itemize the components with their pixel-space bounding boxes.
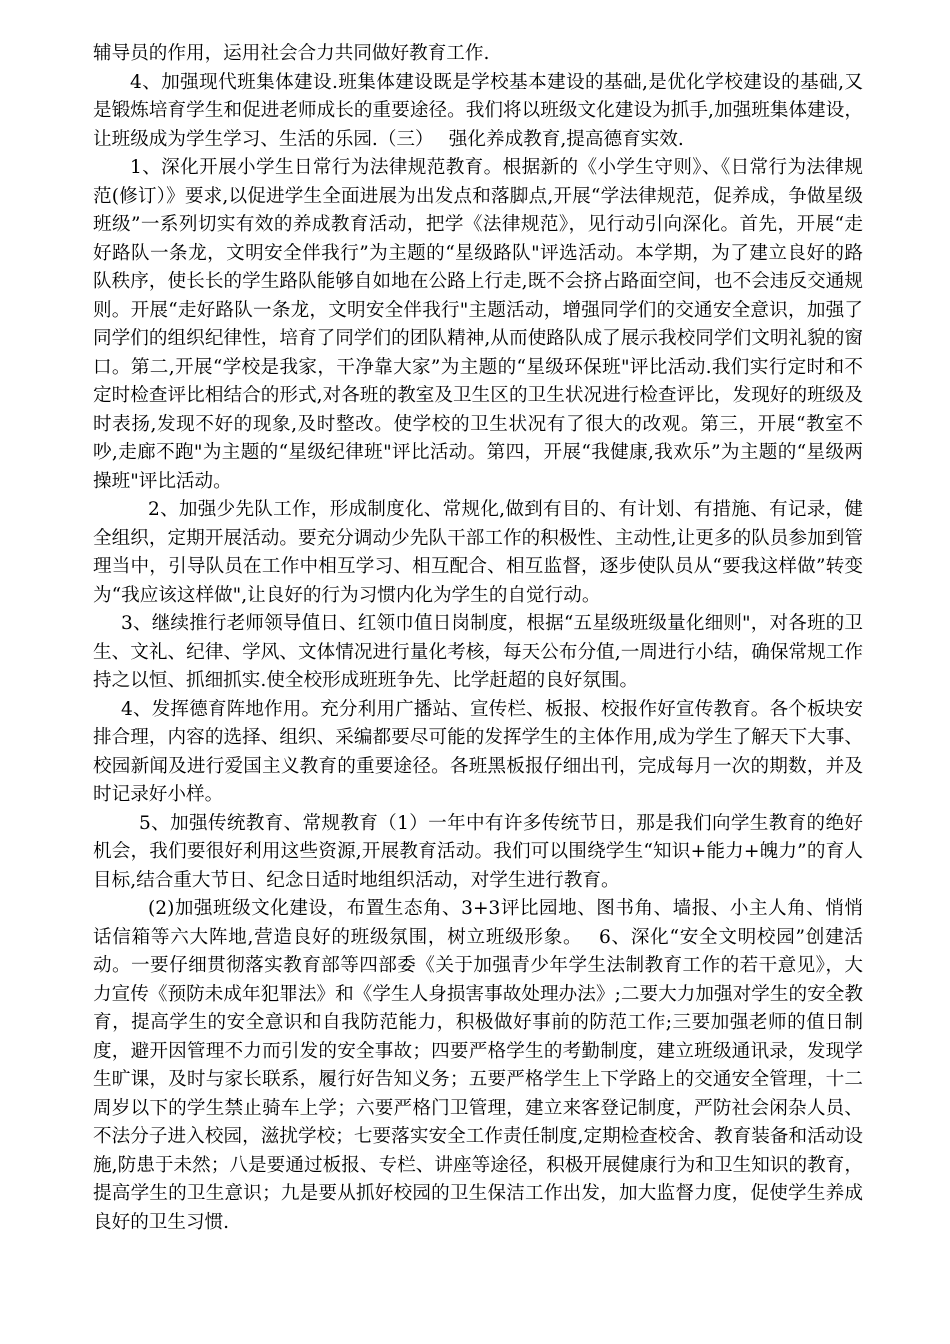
document-body bbox=[93, 40, 863, 1237]
paragraph-4: 3、继续推行老师领导值日、红领巾值日岗制度，根据“五星级班级量化细则"，对各班的卫生、文礼、纪律、学风、文体情况进行量化考核，每天公布分值,一周进行小结，确保常规工作持之以恒、抓细抓实.使全校形成班班争先、比学赶超的良好氛围。 bbox=[93, 613, 863, 691]
paragraph-5: 4、发挥德育阵地作用。充分利用广播站、宣传栏、板报、校报作好宣传教育。各个板块安排合理，内容的选择、组织、采编都要尽可能的发挥学生的主体作用,成为学生了解天下大事、校园新闻及进行爱国主义教育的重要途径。各班黑板报仔细出刊，完成每月一次的期数，并及时记录好小样。 bbox=[93, 698, 863, 805]
paragraph-0: 辅导员的作用，运用社会合力共同做好教育工作. bbox=[93, 43, 490, 64]
paragraph-1: 4、加强现代班集体建设.班集体建设既是学校基本建设的基础,是优化学校建设的基础,又是锻炼培育学生和促进老师成长的重要途径。我们将以班级文化建设为抓手,加强班集体建设，让班级成为学生学习、生活的乐园.（三） 强化养成教育,提高德育实效. bbox=[93, 71, 863, 150]
paragraph-2: 1、深化开展小学生日常行为法律规范教育。根据新的《小学生守则》、《日常行为法律规范(修订）》要求,以促进学生全面进展为出发点和落脚点,开展“学法律规范，促养成，争做星级班级”一系列切实有效的养成教育活动，把学《法律规范》，见行动引向深化。首先，开展“走好路队一条龙，文明安全伴我行”为主题的“星级路队"评选活动。本学期，为了建立良好的路队秩序，使长长的学生路队能够自如地在公路上行走,既不会挤占路面空间，也不会违反交通规则。开展“走好路队一条龙，文明安全伴我行"主题活动，增强同学们的交通安全意识，加强了同学们的组织纪律性，培育了同学们的团队精神,从而使路队成了展示我校同学们文明礼貌的窗口。第二,开展“学校是我家，干净靠大家”为主题的“星级环保班"评比活动.我们实行定时和不定时检查评比相结合的形式,对各班的教室及卫生区的卫生状况进行检查评比，发现好的班级及时表扬,发现不好的现象,及时整改。使学校的卫生状况有了很大的改观。第三，开展“教室不吵,走廊不跑"为主题的“星级纪律班"评比活动。第四，开展“我健康,我欢乐”为主题的“星级两操班"评比活动。 bbox=[93, 157, 863, 492]
paragraph-6: 5、加强传统教育、常规教育（1）一年中有许多传统节日，那是我们向学生教育的绝好机会，我们要很好利用这些资源,开展教育活动。我们可以围绕学生“知识+能力+魄力”的育人目标,结合重大节日、纪念日适时地组织活动，对学生进行教育。 bbox=[93, 812, 863, 891]
paragraph-3: 2、加强少先队工作，形成制度化、常规化,做到有目的、有计划、有措施、有记录，健全组织，定期开展活动。要充分调动少先队干部工作的积极性、主动性,让更多的队员参加到管理当中，引导队员在工作中相互学习、相互配合、相互监督，逐步使队员从“要我这样做”转变为“我应该这样做",让良好的行为习惯内化为学生的自觉行动。 bbox=[93, 499, 863, 606]
paragraph-7: (2)加强班级文化建设，布置生态角、3+3评比园地、图书角、墙报、小主人角、悄悄话信箱等六大阵地,营造良好的班级氛围，树立班级形象。 6、深化“安全文明校园”创建活动。一要仔细贯彻落实教育部等四部委《关于加强青少年学生法制教育工作的若干意见》，大力宣传《预防未成年犯罪法》和《学生人身损害事故处理办法》;二要大力加强对学生的安全教育，提高学生的安全意识和自我防范能力，积极做好事前的防范工作;三要加强老师的值日制度，避开因管理不力而引发的安全事故；四要严格学生的考勤制度，建立班级通讯录，发现学生旷课，及时与家长联系，履行好告知义务；五要严格学生上下学路上的交通安全管理，十二周岁以下的学生禁止骑车上学；六要严格门卫管理，建立来客登记制度，严防社会闲杂人员、不法分子进入校园，滋扰学校；七要落实安全工作责任制度,定期检查校舍、教育装备和活动设施,防患于未然；八是要通过板报、专栏、讲座等途径，积极开展健康行为和卫生知识的教育，提高学生的卫生意识；九是要从抓好校园的卫生保洁工作出发，加大监督力度，促使学生养成良好的卫生习惯. bbox=[93, 898, 863, 1233]
